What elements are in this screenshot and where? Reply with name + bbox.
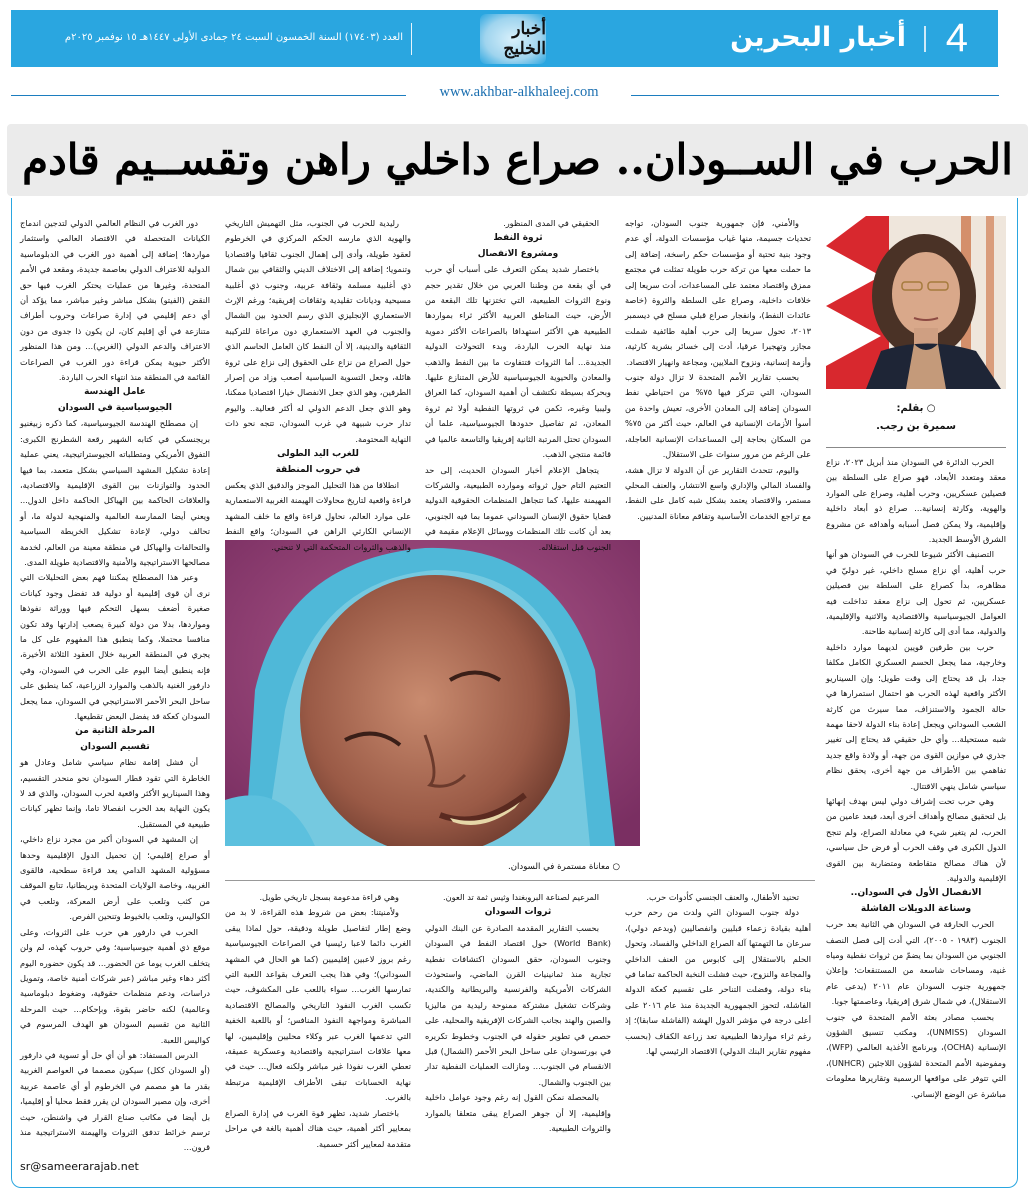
masthead-divider-2 — [411, 23, 412, 55]
subheading: المرحلة الثانية من — [75, 726, 155, 737]
paragraph: التصنيف الأكثر شيوعا للحرب في السودان هو أنها حرب أهلية، أي نزاع مسلح داخلي، غير دوليّ في مظاهره، بدأ كصراع على السلطة بين فصيلين عسكريين، ثم تحول إلى نزاع معقد تداخلت فيه العوامل الجيوسياسية والاقتصادية والاثنية والإقليمية، والدولية، مما أدى إلى كارثة إنسانية طاحنة. — [826, 549, 1006, 637]
paragraph: بحسب مصادر بعثة الأمم المتحدة في جنوب السودان (UNMISS)، ومكتب تنسيق الشؤون الإنسانية (OCHA)، وبرنامج الأغذية العالمي (WFP)، ومفوضية الأمم المتحدة لشؤون اللاجئين (UNHCR)، التي تتوفر على مواقعها الرسمية وتقاريرها معلومات مباشرة عن الوضع الإنساني. — [826, 1011, 1006, 1099]
article-column-5 — [20, 216, 210, 1156]
paragraph: الحرب الدائرة في السودان منذ أبريل ٢٠٢٣، نزاع معقد ومتعدد الأبعاد، فهو صراع على السلطة بين فصيلين عسكريين، وحرب أهلية، وصراع على الموارد والهوية، وكارثة إنسانية... صراع ذو أبعاد داخلية وإقليمية، ولا يمكن فصل أسبابه وأهدافه عن مشروع الشرق الأوسط الجديد. — [826, 457, 1006, 545]
subheading: في حروب المنطقة — [275, 464, 361, 475]
page-number: 4 — [945, 16, 968, 60]
paragraph: انطلاقا من هذا التحليل الموجز والدقيق الذي يعكس قراءة واقعية لتاريخ محاولات الهيمنة الغربية الاستعمارية على موارد العالم، نحاول قراءة واقع ما خلف المشهد الإنساني الكارثي الراهن في السودان؛ واقع النفط والذهب والثروات المتحكمة التي لا تنحني. — [225, 479, 411, 552]
paragraph: باختصار شديد يمكن التعرف على أسباب أي حرب في أي بقعة من وطننا العربي من خلال تقدير حجم ونوع الثروات الطبيعية، التي تختزنها تلك البقعة من الأرض، حيث المناطق العربية الأكثر ثراء بمواردها الطبيعية هي الأكثر استهدافا بالصراعات الأكثر دموية منذ نهاية الحرب الباردة، وبدء التحولات الدولية الجديدة... أما الثروات فتتفاوت ما بين النفط والذهب والمعادن والحيوية الجيوسياسية للأرض المتنازع عليها. وبحركة بسيطة نكتشف أن أهمية السودان، كما العراق وليبيا وغيره، تكمن في ثروتها النفطية أولا ثم ثروة المعادن، ثم تفاصيل حدودها الجيوسياسية، علما أن السودان تحتل المرتبة الثانية إفريقيا والتاسعة عالميا في قائمة منتجي الذهب. — [424, 264, 611, 460]
masthead-bar — [11, 10, 998, 67]
article-column-4-lower — [225, 890, 411, 1152]
paragraph: واليوم، تتحدث التقارير عن أن الدولة لا تزال هشة، والفساد المالي والإداري واسع الانتشار، والعنف المحلي مستمر، والاقتصاد يعتمد بشكل شبه كامل على النفط، مع تراجع الخدمات الأساسية وتفاقم معاناة المدنيين. — [625, 464, 811, 521]
main-photo — [225, 540, 640, 846]
caption-divider — [225, 880, 815, 881]
paragraph: بحسب تقارير الأمم المتحدة لا تزال دولة جنوب السودان، التي تتركز فيها ٧٥% من احتياطي نفط السودان إضافة إلى المعادن الأخرى، تعيش واحدة من أسوأ الأزمات الإنسانية في العالم، حيث أكثر من ٧٥% من السكان بحاجة إلى المساعدات الإنسانية العاجلة، على الرغم من مرور سنوات على الاستقلال. — [625, 372, 811, 460]
article-column-2 — [625, 216, 811, 524]
author-photo — [826, 216, 1006, 389]
byline-divider — [826, 447, 1006, 448]
paragraph: بالمحصلة نمكن القول إنه رغم وجود عوامل داخلية وإقليمية، إلا أن جوهر الصراع يبقى متعلقا بالموارد والثروات الطبيعية. — [425, 1092, 611, 1134]
paragraph: دولة جنوب السودان التي ولدت من رحم حرب أهلية بقيادة زعماء قبليين وانفصاليين (وبدعم دولي)، سرعان ما التهمتها آلة الصراع الداخلي والفساد، وتحول الحلم بالاستقلال إلى كابوس من العنف الداخلي والمجاعة والنزوح، حيث فشلت النخبة الحاكمة تماما في بناء دولة، وفضلت التناحر على تقسيم كعكة الدولة الفاشلة، لتحوز الجمهورية الجديدة منذ عام ٢٠١٦ على أعلى درجة في مؤشر الدول الهشة (الفاشلة سابقا)؛ إذ رغم ثراء مواردها الطبيعية تعد زراعة الكفاف (بحسب مفهوم تقارير البنك الدولي) الاقتصاد الرئيسي لها. — [625, 907, 812, 1057]
subheading: ثروات السودان — [484, 907, 552, 918]
article-column-4 — [225, 216, 411, 555]
paragraph: المرعيم لصناعة البروبغندا وثيس ثمة تد العون. — [443, 892, 599, 902]
paragraph: رليدية للحرب في الجنوب، مثل التهميش التاريخي والهوية الذي مارسه الحكم المركزي في الخرطوم لعقود طويلة، وأدى إلى إهمال الجنوب ثقافيا واقتصاديا وتنمويا؛ إضافة إلى الاختلاف الديني والثقافي بين شمال ذي أغلبية مسلمة وثقافة عربية، وجنوب ذي أغلبية مسيحية وديانات تقليدية وثقافات إفريقية؛ ورغم الإرث الاستعماري الإنجليزي الذي رسم الحدود بين الشمال والجنوب في العهد الاستعماري دون مراعاة للتركيبة الثقافية والدينية، إلا أن النفط كان العامل الحاسم الذي حول الصراع من نزاع على الحقوق إلى نزاع على ثروة هائلة، وجعل التسوية السياسية أصعب وزاد من إصرار الطرفين، وهو الذي جعل الانفصال خيارا اقتصاديا ممكنا، وهو الذي جعل الدعم الدولي له أكثر فعالية.. واليوم تدار حرب شبيهة في غرب السودان، تتجه نحو ذات النهاية المحتومة. — [225, 218, 411, 444]
website-link[interactable]: www.akhbar-alkhaleej.com — [439, 84, 599, 100]
paragraph: الدرس المستفاد: هو أن أي حل أو تسوية في دارفور (أو السودان ككل) سيكون مصمما في العواصم الغربية بقدر ما هو مصمم في الخرطوم أو أي عاصمة عربية أخرى، وإن مصير السودان لن يقرر فقط محليا أو إقليميا، بل أيضا في مكاتب صناع القرار في واشنطن، حيث ترسم خرائط تدفق الثروات والهيمنة الاستراتيجية منذ قرون... — [19, 1049, 210, 1153]
article-column-2-lower — [625, 890, 811, 1059]
author-portrait-image — [826, 216, 1006, 389]
author-label: ○ بقلم: — [896, 403, 936, 414]
subheading: وسناعة الدويلات الفاشلة — [860, 903, 972, 914]
paragraph: باختصار شديد، تظهر قوة الغرب في إدارة الصراع بمعايير أكثر أهمية، حيث هناك أهمية بالغة في مراحل متقدمة لمعايير أكثر حسمية. — [225, 1107, 411, 1149]
rule-left — [11, 95, 406, 96]
subheading: الجيوسياسية في السودان — [57, 402, 173, 413]
subheading: تقسيم السودان — [80, 741, 150, 752]
article-column-3 — [425, 216, 611, 555]
paragraph: ولأمنيتنا: بعض من شروط هذه القراءة، لا بد من وضع إطار لتفاصيل طويلة ودقيقة، حول لماذا يبقى الغرب دائما لاعبا رئيسيا في الصراعات الجيوسياسية رغم بروز لاعبين إقليميين (كما هو الحال في المشهد السوداني)؛ وفي هذا يجب التعرف بقواعد اللعبة التي تمارسها الغرب... سواء باللعب على المكشوف، حيث تكسب الغرب النفوذ التاريخي والمصالح الاقتصادية المباشرة ومواجهة النفوذ المنافس؛ أو باللعبة الخفية التي تدعمها الغرب عبر وكلاء محليين وإقليميين، لها معها علاقات استراتيجية واقتصادية وعسكرية عميقة، تعطي الغرب نفوذا غير مباشر ولكنه فعال... حيث في نهاية الحسابات تبقى الأطراف الإقليمية مرتبطة بالغرب. — [225, 907, 411, 1103]
author-name[interactable]: سميرة بن رجب. — [876, 421, 956, 432]
article-column-3-lower — [425, 890, 611, 1137]
paragraph: وعبر هذا المصطلح يمكننا فهم بعض التحليلات التي نرى أن قوى إقليمية أو دولية قد تفضل وجود كيانات صغيرة أضعف بسهل التحكم فيها ووراثة نفوذها ومواردها، بدلا من دولة كبيرة يصعب إدارتها وقد تكون منافسا محتملا، وكما ينطبق هذا المفهوم على كل ما يجري في المنطقة العربية خلال العقود الثلاثة الأخيرة، فإنه ينطبق أيضا اليوم على الحرب في السودان، وفي دارفور الغنية بالذهب والموارد الزراعية، كما ينطبق على ساحل البحر الأحمر الاستراتيجي في السودان، مما يجعل السودان كعكة قد يفضل البعض تقطيعها. — [20, 572, 210, 721]
author-email-link[interactable]: sr@sameerarajab.net — [20, 1160, 139, 1173]
website-bar — [11, 84, 999, 100]
newspaper-logo[interactable] — [480, 14, 546, 64]
rule-right — [631, 95, 999, 96]
article-column-1 — [826, 455, 1006, 1102]
crying-woman-image — [225, 540, 640, 846]
paragraph: أن فشل إقامة نظام سياسي شامل وعادل هو الخاطرة التي تقود قطار السودان نحو منحدر التقسيم، وهذا السيناريو الأكثر واقعية لحرب السودان، والذي قد لا يكون النهاية بعد الحرب انفصالا تاما، وإنما تظهر كيانات طبيعية في المستقبل. — [20, 757, 210, 829]
paragraph: حرب بين طرفين قويين لديهما موارد داخلية وخارجية، مما يجعل الحسم العسكري الكامل مكلفا جدا، بل قد يحتاج إلى وقت طويل؛ وإن السيناريو الأكثر واقعية لهذه الحرب هو احتمال استمرارها في حالة الجمود والاستنزاف، مما سيرث من كارثة الشعب السوداني ويجعل إعادة بناء الدولة لاحقا مهمة شبه مستحيلة... وأي حل حقيقي قد يحتاج إلى تغيير جذري في موازين القوى من جهة، أو ولادة واقع جديد تفاهمي بين الأطراف من جهة أخرى، يحقق نظام سياسي شامل ينهي الاقتتال. — [826, 641, 1006, 791]
paragraph: بحسب التقارير المقدمة الصادرة عن البنك الدولي (World Bank) حول اقتصاد النفط في السودان وجنوب السودان، حقق السودان اكتشافات نفطية تجارية منذ ثمانينيات القرن الماضي، واستحوذت الشركات الأمريكية والفرنسية والبريطانية والكندية، وشركات تشغيل مشتركة ممنوحة رليدية من ماليزيا والصين والهند بجانب الشركات الإفريقية والمحلية، على حصص في تطوير حقوله في الجنوب وخطوط تكريره في بورتسودان على ساحل البحر الأحمر (الشمال) قبل الانقسام في الجنوب... ومازالت العمليات النفطية تدار بين الجنوب والشمال. — [425, 922, 611, 1087]
paragraph: إن مصطلح الهندسة الجيوسياسية، كما ذكره زبيغنيو بريجنسكي في كتابه الشهير رقعة الشطرنج الكبرى: التفوق الأمريكي ومتطلباته الجيوستراتيجية، يعني عملية إعادة تشكيل المشهد السياسي بشكل متعمد، بما فيها الحدود والتوازنات بين القوى الإقليمية والاقتصادية، والعلاقات الحاكمة بين الهياكل الحاكمة داخل الدول... ويعني أيضا الممارسة العالمية والمنهجية لدولة ما، أو تحالف دولي، لإعادة تشكيل الخريطة السياسية والتحالفات والهياكل في منطقة معينة من العالم، لخدمة مصالحها الاستراتيجية والأمنية والاقتصادية طويلة المدى. — [20, 418, 210, 567]
author-byline — [826, 400, 1006, 436]
paragraph: وهي حرب تحت إشراف دولي ليس بهدف إنهائها بل لتحقيق مصالح وأهداف أخرى أبعد، فبعد عامين من الحرب، لم يتغير شيء في معادلة الصراع، ولم تنجح الدول الكبرى في وقف الحرب أو فرض حل سياسي، لأن هناك مصالح متقاطعة ومتضاربة بين القوى الإقليمية والدولية. — [826, 795, 1006, 883]
subheading: عامل الهندسة — [84, 387, 146, 398]
subheading: ومشروع الانفصال — [477, 248, 559, 259]
paragraph: الحقيقي في المدى المنظور. — [503, 218, 599, 228]
paragraph: تحنيد الأطفال، والعنف الجنسي كأدوات حرب. — [646, 892, 799, 902]
masthead-divider — [924, 26, 926, 52]
subheading: ثروة النفط — [493, 233, 543, 244]
paragraph: والأمني، فإن جمهورية جنوب السودان، تواجه تحديات جسيمة، منها غياب مؤسسات الدولة، أي عدم وجود بنية تحتية أو مؤسسات حكم راسخة، إضافة إلى ما حملت معها من تركة حرب طويلة تمثلت في مجتمع ممزق واقتصاد معتمد على المساعدات، أدت سريعا إلى خلافات داخلية، وصراع على السلطة والثروة (خاصة عائدات النفط)، وانفجار صراع قبلي مسلح في ديسمبر ٢٠١٣، تحول سريعا إلى حرب أهلية طائفية شملت مجازر وتهجيرا عرقيا، أدت إلى خسائر بشرية كارثية، وأزمة إنسانية، ونزوح الملايين، ومجاعة وانهيار الاقتصاد. — [625, 218, 811, 367]
subheading: الانفصال الأول في السودان.. — [850, 888, 982, 899]
logo-text: أخبار الخليج — [503, 19, 546, 59]
paragraph: إن المشهد في السودان أكبر من مجرد نزاع داخلي، أو صراع إقليمي؛ إن تحميل الدول الإقليمية وحدها مسؤولية المشهد الدامي يعد قراءة سطحية، فالقوى الغربية، وخاصة الولايات المتحدة وبريطانيا، تتابع الموقف من كثب وتلعب على أرض المعركة، وتلعب في الكواليس، وتلعب بالخيوط وتنحين الفرص. — [20, 834, 210, 922]
article-headline: الحرب في الســودان.. صراع داخلي راهن وتقســيم قادم — [7, 124, 1028, 196]
subheading: للغرب اليد الطولى — [277, 449, 359, 460]
paragraph: الحرب الحارقة في السودان هي الثانية بعد حرب الجنوب (١٩٨٣ - ٢٠٠٥)، التي أدت إلى فصل النصف الجنوبي من السودان بما يضمّ من ثروات نفطية ومياه غنية، ومساحات شاسعة من المستنقعات؛ وإعلان جمهورية جنوب السودان عام ٢٠١١ (يدعى عام الاستقلال)، في شمال شرق إفريقيا، وعاصمتها جوبا. — [826, 919, 1006, 1007]
paragraph: وهي قراءة مدعومة بسجل تاريخي طويل. — [259, 892, 399, 902]
issue-info: العدد (١٧٤٠٣) السنة الخمسون السبت ٢٤ جمادى الأولى ١٤٤٧هـ ١٥ نوفمبر ٢٠٢٥م — [64, 32, 403, 43]
paragraph: يتجاهل الإعلام أخبار السودان الحديث، إلى حد التعتيم التام حول ثرواته وموارده الطبيعية، والشركات المهيمنة عليها، كما تتجاهل المنظمات الحقوقية الدولية قضايا حقوق الإنسان السوداني عموما بما فيه الجنوبي، بعد أن كانت تلك المنظمات ووسائل الإعلام مقيمة في الجنوب قبل استقلاله. — [425, 464, 611, 552]
section-title: أخبار البحرين — [730, 22, 906, 53]
photo-caption: ○ معاناة مستمرة في السودان. — [507, 862, 620, 872]
paragraph: الحرب في دارفور هي حرب على الثروات، وعلى موقع ذي أهمية جيوسياسية؛ وفي حروب كهذه، لم ولن يتخلف الغرب يوما عن الحضور... قد يكون حضوره اليوم أكثر دهاء وغير مباشر (عبر شركات أمنية خاصة، وتمويل دراسات، ودعم منظمات حقوقية، وضغوط دبلوماسية وعالمية) لكنه حاضر بقوة، وبإحكام... حيث المرحلة الثانية من تقسيم السودان هو الهدف المرسوم في كواليس اللعبة. — [20, 926, 210, 1045]
paragraph: دور الغرب في النظام العالمي الدولي لتدجين اندماج الكيانات المتحصلة في الاقتصاد العالمي واستثمار مواردها؛ إضافة إلى أهمية دور الغرب في الدبلوماسية الدولية للاعتراف الدولي بعاصمة جديدة، ومقعد في الأمم المتحدة، وغيرها من عمليات يحتكر الغرب فيها حق النقض (الفيتو) بشكل مباشر وغير مباشر، مما يؤكد أن أي دعم إقليمي في إدارة صراعات وحروب أطراف متنازعة في أي إقليم كان، لن يكون ذا جدوى من دون الاعتراف والدعم الدولي (الغربي)... ومن هذا المنظور الأكثر حيوية يمكن قراءة دور الغرب في الصراعات القائمة في المنطقة منذ انتهاء الحرب الباردة. — [20, 218, 210, 383]
